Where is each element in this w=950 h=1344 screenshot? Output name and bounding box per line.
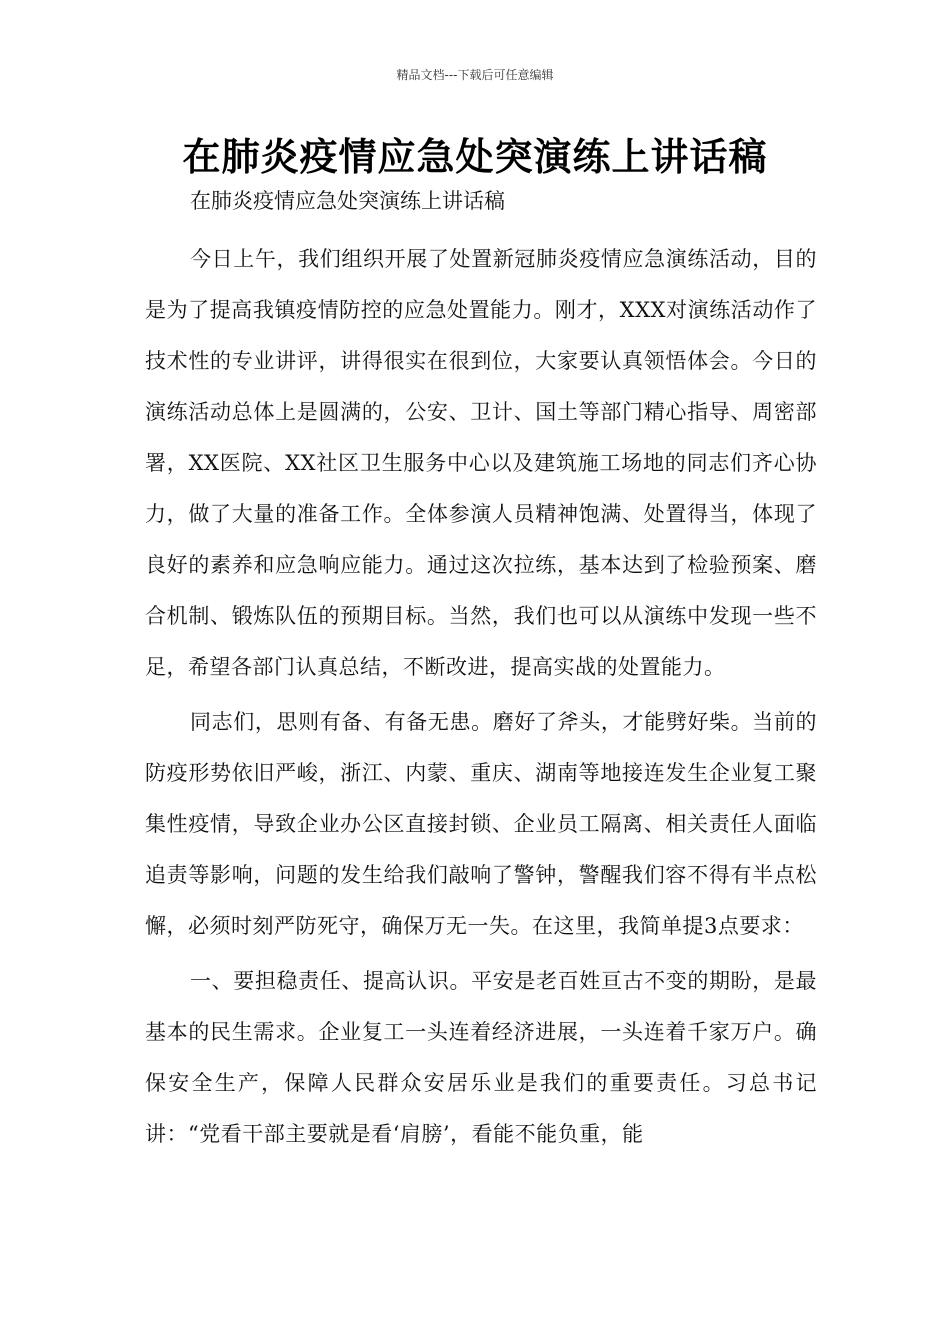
document-subtitle: 在肺炎疫情应急处突演练上讲话稿 [190,189,505,213]
paragraph-2: 同志们，思则有备、有备无患。磨好了斧头，才能劈好柴。当前的防疫形势依旧严峻，浙江、内蒙、重庆、湖南等地接连发生企业复工聚集性疫情，导致企业办公区直接封锁、企业员工隔离、相关责任人面临追责等影响，问题的发生给我们敲响了警钟，警醒我们容不得有半点松懈，必须时刻严防死守，确保万无一失。在这里，我简单提3点要求： [145,710,817,938]
paragraph-1: 今日上午，我们组织开展了处置新冠肺炎疫情应急演练活动，目的是为了提高我镇疫情防控的应急处置能力。刚才，XXX对演练活动作了技术性的专业讲评，讲得很实在很到位，大家要认真领悟体会。今日的演练活动总体上是圆满的，公安、卫计、国土等部门精心指导、周密部署，XX医院、XX社区卫生服务中心以及建筑施工场地的同志们齐心协力，做了大量的准备工作。全体参演人员精神饱满、处置得当，体现了良好的素养和应急响应能力。通过这次拉练，基本达到了检验预案、磨合机制、锻炼队伍的预期目标。当然，我们也可以从演练中发现一些不足，希望各部门认真总结，不断改进，提高实战的处置能力。 [145,247,817,679]
page-header: 精品文档---下载后可任意编辑 [396,68,554,82]
paragraph-3: 一、要担稳责任、提高认识。平安是老百姓亘古不变的期盼，是最基本的民生需求。企业复工一头连着经济进展，一头连着千家万户。确保安全生产，保障人民群众安居乐业是我们的重要责任。习总书记讲：“党看干部主要就是看‘肩膀’，看能不能负重，能 [145,969,817,1146]
document-title: 在肺炎疫情应急处突演练上讲话稿 [182,135,768,179]
document-body [145,234,817,1164]
